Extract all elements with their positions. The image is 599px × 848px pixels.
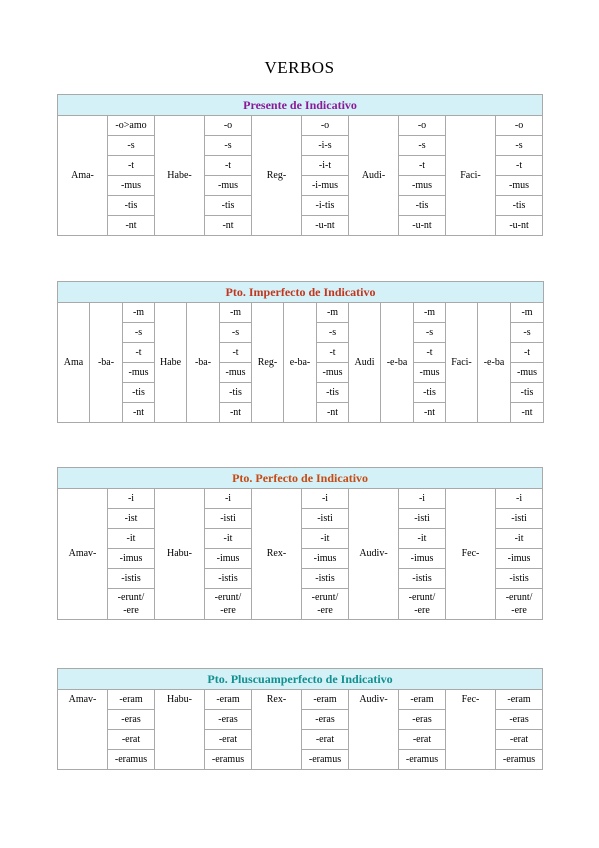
ending-cell: -mus [205, 176, 252, 196]
ending-cell: -i-mus [302, 176, 349, 196]
ending-cell: -t [399, 156, 446, 176]
ending-cell: -s [317, 323, 349, 343]
ending-cell: -erat [205, 730, 252, 750]
ending-cell: -isti [205, 509, 252, 529]
ending-cell: -nt [108, 216, 155, 236]
ending-cell: -mus [123, 363, 155, 383]
ending-cell: -tis [317, 383, 349, 403]
perfecto-table [57, 467, 543, 620]
ending-cell: -istis [108, 569, 155, 589]
stem-cell: Amav- [58, 690, 108, 770]
ending-cell: -m [123, 303, 155, 323]
document-title: VERBOS [264, 58, 335, 77]
ending-cell: -eram [108, 690, 155, 710]
ending-cell: -erunt/ -ere [302, 589, 349, 620]
ending-cell: -mus [399, 176, 446, 196]
ending-cell: -m [511, 303, 544, 323]
ending-cell: -t [108, 156, 155, 176]
ending-cell: -t [205, 156, 252, 176]
ending-cell: -t [220, 343, 252, 363]
ending-cell: -u-nt [496, 216, 543, 236]
ending-cell: -it [399, 529, 446, 549]
stem-cell: Audi [349, 303, 381, 423]
ending-cell: -mus [511, 363, 544, 383]
ending-cell: -nt [414, 403, 446, 423]
ending-cell: -eram [302, 690, 349, 710]
ending-cell: -imus [496, 549, 543, 569]
ending-cell: -eras [496, 710, 543, 730]
stem-cell: Fec- [446, 489, 496, 620]
stem-cell: Faci- [446, 303, 478, 423]
ending-cell: -tis [496, 196, 543, 216]
ending-cell: -mus [496, 176, 543, 196]
ending-cell: -s [108, 136, 155, 156]
stem-cell: Reg- [252, 303, 284, 423]
ending-cell: -eramus [205, 750, 252, 770]
ending-cell: -imus [399, 549, 446, 569]
ending-cell: -nt [220, 403, 252, 423]
stem-cell: Rex- [252, 489, 302, 620]
ending-cell: -eras [302, 710, 349, 730]
ending-cell: -mus [317, 363, 349, 383]
ending-cell: -tis [205, 196, 252, 216]
ending-cell: -i-s [302, 136, 349, 156]
stem-cell: Reg- [252, 116, 302, 236]
ending-cell: -istis [496, 569, 543, 589]
ending-cell: -imus [302, 549, 349, 569]
infix-cell: e-ba- [284, 303, 317, 423]
stem-cell: Habu- [155, 690, 205, 770]
ending-cell: -erat [302, 730, 349, 750]
ending-cell: -erat [496, 730, 543, 750]
ending-cell: -o>amo [108, 116, 155, 136]
ending-cell: -mus [220, 363, 252, 383]
imperfecto-table [57, 281, 544, 423]
ending-cell: -s [511, 323, 544, 343]
stem-cell: Rex- [252, 690, 302, 770]
stem-cell: Ama- [58, 116, 108, 236]
stem-cell: Faci- [446, 116, 496, 236]
ending-cell: -eram [496, 690, 543, 710]
ending-cell: -o [302, 116, 349, 136]
ending-cell: -erunt/ -ere [108, 589, 155, 620]
stem-cell: Audiv- [349, 690, 399, 770]
ending-cell: -s [414, 323, 446, 343]
ending-cell: -tis [399, 196, 446, 216]
stem-cell: Amav- [58, 489, 108, 620]
ending-cell: -nt [205, 216, 252, 236]
infix-cell: -e-ba [381, 303, 414, 423]
ending-cell: -erat [399, 730, 446, 750]
ending-cell: -i-tis [302, 196, 349, 216]
ending-cell: -isti [302, 509, 349, 529]
ending-cell: -i [108, 489, 155, 509]
ending-cell: -i [302, 489, 349, 509]
ending-cell: -eras [108, 710, 155, 730]
ending-cell: -erunt/ -ere [205, 589, 252, 620]
ending-cell: -m [414, 303, 446, 323]
ending-cell: -it [302, 529, 349, 549]
ending-cell: -o [496, 116, 543, 136]
stem-cell: Habe [155, 303, 187, 423]
ending-cell: -i-t [302, 156, 349, 176]
ending-cell: -isti [399, 509, 446, 529]
pluscuamperfecto-header: Pto. Pluscuamperfecto de Indicativo [58, 669, 543, 690]
infix-cell: -ba- [90, 303, 123, 423]
ending-cell: -tis [414, 383, 446, 403]
pluscuamperfecto-table [57, 668, 543, 770]
infix-cell: -e-ba [478, 303, 511, 423]
imperfecto-header: Pto. Imperfecto de Indicativo [58, 282, 544, 303]
ending-cell: -nt [317, 403, 349, 423]
ending-cell: -eras [205, 710, 252, 730]
ending-cell: -ist [108, 509, 155, 529]
ending-cell: -mus [108, 176, 155, 196]
ending-cell: -o [399, 116, 446, 136]
presente-table [57, 94, 543, 236]
ending-cell: -eramus [108, 750, 155, 770]
ending-cell: -t [511, 343, 544, 363]
stem-cell: Ama [58, 303, 90, 423]
stem-cell: Habu- [155, 489, 205, 620]
ending-cell: -it [205, 529, 252, 549]
ending-cell: -s [123, 323, 155, 343]
ending-cell: -t [317, 343, 349, 363]
ending-cell: -isti [496, 509, 543, 529]
ending-cell: -i [205, 489, 252, 509]
presente-header: Presente de Indicativo [58, 95, 543, 116]
stem-cell: Audiv- [349, 489, 399, 620]
ending-cell: -tis [108, 196, 155, 216]
ending-cell: -m [220, 303, 252, 323]
ending-cell: -o [205, 116, 252, 136]
perfecto-header: Pto. Perfecto de Indicativo [58, 468, 543, 489]
ending-cell: -s [220, 323, 252, 343]
ending-cell: -mus [414, 363, 446, 383]
ending-cell: -imus [205, 549, 252, 569]
ending-cell: -s [399, 136, 446, 156]
ending-cell: -tis [220, 383, 252, 403]
ending-cell: -it [496, 529, 543, 549]
ending-cell: -eramus [399, 750, 446, 770]
ending-cell: -m [317, 303, 349, 323]
ending-cell: -eras [399, 710, 446, 730]
stem-cell: Audi- [349, 116, 399, 236]
ending-cell: -t [123, 343, 155, 363]
ending-cell: -imus [108, 549, 155, 569]
ending-cell: -u-nt [399, 216, 446, 236]
ending-cell: -nt [123, 403, 155, 423]
ending-cell: -istis [399, 569, 446, 589]
ending-cell: -eram [399, 690, 446, 710]
ending-cell: -erunt/ -ere [496, 589, 543, 620]
ending-cell: -it [108, 529, 155, 549]
ending-cell: -u-nt [302, 216, 349, 236]
ending-cell: -eramus [302, 750, 349, 770]
stem-cell: Habe- [155, 116, 205, 236]
ending-cell: -i [399, 489, 446, 509]
ending-cell: -tis [123, 383, 155, 403]
stem-cell: Fec- [446, 690, 496, 770]
ending-cell: -istis [205, 569, 252, 589]
infix-cell: -ba- [187, 303, 220, 423]
ending-cell: -eramus [496, 750, 543, 770]
ending-cell: -erunt/ -ere [399, 589, 446, 620]
ending-cell: -i [496, 489, 543, 509]
ending-cell: -erat [108, 730, 155, 750]
ending-cell: -t [496, 156, 543, 176]
ending-cell: -tis [511, 383, 544, 403]
ending-cell: -s [496, 136, 543, 156]
ending-cell: -istis [302, 569, 349, 589]
ending-cell: -t [414, 343, 446, 363]
ending-cell: -nt [511, 403, 544, 423]
ending-cell: -s [205, 136, 252, 156]
ending-cell: -eram [205, 690, 252, 710]
